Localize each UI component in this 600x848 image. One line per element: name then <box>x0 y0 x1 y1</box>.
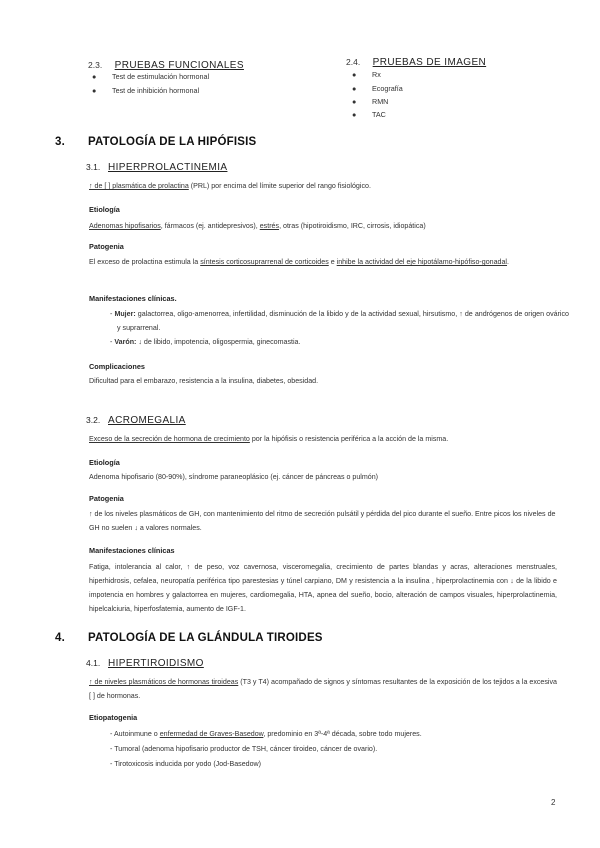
list-item: ● RMN <box>352 97 389 106</box>
chapter-title: PATOLOGÍA DE LA HIPÓFISIS <box>88 136 257 148</box>
section-3-1-heading <box>86 162 227 173</box>
list-item: - Mujer: galactorrea, oligo-amenorrea, infertilidad, disminución de la libido y de la actividad sexual, hirsutismo, ↑ de andrógenos de origen ovárico y suprarrenal. <box>110 310 569 332</box>
manifestaciones-label: Manifestaciones clínicas. <box>89 294 177 303</box>
section-4-1-heading <box>86 658 204 669</box>
list-item: - Varón: ↓ de libido, impotencia, oligospermia, ginecomastia. <box>110 338 301 346</box>
manifestaciones-label: Manifestaciones clínicas <box>89 546 175 555</box>
complicaciones-text: Dificultad para el embarazo, resistencia a la insulina, diabetes, obesidad. <box>89 377 319 385</box>
definition-paragraph: ↑ de niveles plasmáticos de hormonas tiroideas (T3 y T4) acompañado de signos y síntomas resultantes de la exposición de los tejidos a la excesiva [ ] de hormonas. <box>89 678 557 700</box>
etiopatogenia-label: Etiopatogenia <box>89 713 138 722</box>
list-item: ● Test de inhibición hormonal <box>92 86 200 95</box>
list-item: - Tirotoxicosis inducida por yodo (Jod-Basedow) <box>110 760 262 768</box>
chapter-4-heading <box>55 632 323 644</box>
etiologia-label: Etiología <box>89 205 120 214</box>
section-2-4-heading <box>346 52 486 70</box>
patogenia-text: El exceso de prolactina estimula la síntesis corticosuprarrenal de corticoides e inhibe la actividad del eje hipotálamo-hipófiso-gonadal. <box>89 258 509 266</box>
section-number: 3.2. <box>86 415 101 425</box>
complicaciones-label: Complicaciones <box>89 362 145 371</box>
section-2-3-heading <box>88 55 244 73</box>
list-item: ● TAC <box>352 110 386 119</box>
patogenia-label: Patogenia <box>89 242 124 251</box>
etiologia-label: Etiología <box>89 458 120 467</box>
section-3-2-heading <box>86 415 186 426</box>
list-item: - Tumoral (adenoma hipofisario productor de TSH, cáncer tiroideo, cáncer de ovario). <box>110 745 378 753</box>
section-title: PRUEBAS FUNCIONALES <box>114 60 244 71</box>
section-title: HIPERTIROIDISMO <box>108 658 204 669</box>
chapter-number: 3. <box>55 136 65 148</box>
etiologia-text: Adenoma hipofisario (80-90%), síndrome paraneoplásico (ej. cáncer de páncreas o pulmón) <box>89 473 379 481</box>
chapter-number: 4. <box>55 632 65 644</box>
section-number: 2.4. <box>346 57 361 67</box>
chapter-3-heading <box>55 136 256 148</box>
etiologia-text: Adenomas hipofisarios, fármacos (ej. antidepresivos), estrés, otras (hipotiroidismo, IRC, cirrosis, idiopática) <box>89 222 426 230</box>
manifestaciones-text: Fatiga, intolerancia al calor, ↑ de peso, voz cavernosa, visceromegalia, crecimiento de partes blandas y acras, alteraciones menstruales, hiperhidrosis, cefalea, neuropatía periférica tipo parestesias y túnel carpiano, DM y resistencia a la insulina , hiperprolactinemia con ↓ de la libido e impotencia en hombres y galactorrea en mujeres, cardiomegalia, HTA, apnea del sueño, bocio, alteración de campos visuales, hiperprolactinemia, hipelcalciuria, hiperfosfatemia, aumento de IGF-1. <box>89 563 557 613</box>
page-number: 2 <box>551 798 556 807</box>
list-item: ● Rx <box>352 70 381 79</box>
list-item: - Autoinmune o enfermedad de Graves-Basedow, predominio en 3ª-4ª década, sobre todo mujeres. <box>110 730 422 738</box>
section-number: 3.1. <box>86 162 101 172</box>
definition-paragraph: ↑ de [ ] plasmática de prolactina (PRL) por encima del límite superior del rango fisiológico. <box>89 182 371 190</box>
section-number: 4.1. <box>86 658 101 668</box>
list-item: ● Ecografía <box>352 84 403 93</box>
section-title: ACROMEGALIA <box>108 415 186 426</box>
section-number: 2.3. <box>88 60 103 70</box>
chapter-title: PATOLOGÍA DE LA GLÁNDULA TIROIDES <box>88 632 323 644</box>
section-title: PRUEBAS DE IMAGEN <box>372 57 487 68</box>
definition-paragraph: Exceso de la secreción de hormona de crecimiento por la hipófisis o resistencia periférica a la acción de la misma. <box>89 435 449 443</box>
list-item: ● Test de estimulación hormonal <box>92 72 210 81</box>
patogenia-label: Patogenia <box>89 494 124 503</box>
section-title: HIPERPROLACTINEMIA <box>108 162 228 173</box>
patogenia-text: ↑ de los niveles plasmáticos de GH, con mantenimiento del ritmo de secreción pulsátil y pérdida del pico durante el sueño. Entre picos los niveles de GH no suelen ↓ a valores normales. <box>89 510 556 532</box>
